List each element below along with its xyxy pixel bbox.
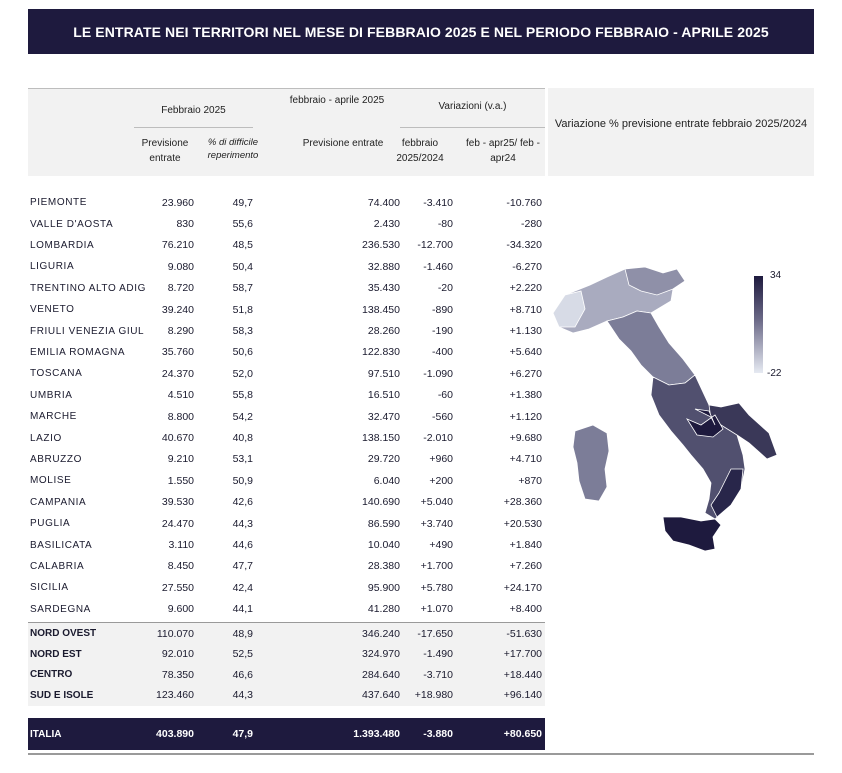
- cell-per: 95.900: [367, 581, 400, 594]
- cell-prev: 110.070: [156, 627, 194, 640]
- cell-per: 324.970: [362, 648, 400, 661]
- cell-diff: 44,3: [232, 517, 253, 530]
- area-row: [28, 664, 545, 685]
- cell-name: SUD E ISOLE: [30, 689, 94, 701]
- cell-diff: 50,4: [232, 260, 253, 273]
- map-legend-max: 34: [770, 270, 782, 281]
- header-col-var-period: feb - apr25/ feb - apr24: [466, 138, 540, 164]
- cell-diff: 50,6: [232, 346, 253, 359]
- cell-vf: -1.090: [423, 367, 453, 380]
- table-row: [28, 299, 545, 320]
- cell-vf: +1.070: [420, 603, 453, 616]
- cell-prev: 76.210: [161, 239, 194, 252]
- total-row: [28, 718, 545, 750]
- cell-va: -10.760: [506, 196, 542, 209]
- cell-prev: 4.510: [167, 389, 194, 402]
- table-row: [28, 427, 545, 448]
- cell-diff: 55,8: [232, 389, 253, 402]
- table-row: [28, 363, 545, 384]
- cell-va: +5.640: [509, 346, 542, 359]
- header-col-prev: Previsione entrate: [141, 138, 189, 164]
- cell-per: 437.640: [362, 689, 400, 702]
- cell-diff: 44,1: [232, 603, 253, 616]
- cell-prev: 8.290: [167, 325, 194, 338]
- map-title: Variazione % previsione entrate febbraio 2025/2024: [554, 118, 808, 130]
- cell-prev: 92.010: [161, 648, 194, 661]
- cell-va: +1.380: [509, 389, 542, 402]
- cell-per: 86.590: [367, 517, 400, 530]
- cell-diff: 53,1: [232, 453, 253, 466]
- cell-vf: -20: [437, 282, 453, 295]
- cell-va: +80.650: [503, 728, 542, 740]
- cell-va: -34.320: [506, 239, 542, 252]
- cell-diff: 47,7: [232, 560, 253, 573]
- cell-name: CALABRIA: [30, 560, 85, 572]
- cell-name: TRENTINO ALTO ADIG: [30, 282, 147, 294]
- cell-va: +8.400: [509, 603, 542, 616]
- cell-diff: 40,8: [232, 432, 253, 445]
- cell-va: +28.360: [503, 496, 542, 509]
- entries-table: [28, 88, 545, 740]
- cell-name: FRIULI VENEZIA GIUL: [30, 325, 145, 337]
- cell-diff: 46,6: [232, 668, 253, 681]
- cell-per: 1.393.480: [353, 728, 400, 740]
- cell-va: +20.530: [503, 517, 542, 530]
- cell-prev: 123.460: [156, 689, 194, 702]
- cell-prev: 3.110: [168, 539, 194, 552]
- cell-per: 284.640: [362, 668, 400, 681]
- header-col-diff: % di difficile reperimento: [207, 137, 259, 161]
- cell-per: 138.150: [362, 432, 400, 445]
- cell-prev: 40.670: [161, 432, 194, 445]
- cell-vf: -12.700: [417, 239, 453, 252]
- cell-vf: -560: [431, 410, 453, 423]
- header-group-feb: Febbraio 2025: [161, 105, 226, 116]
- cell-diff: 48,5: [232, 239, 253, 252]
- area-row: [28, 685, 545, 706]
- cell-per: 236.530: [362, 239, 400, 252]
- table-row: [28, 385, 545, 406]
- cell-per: 41.280: [367, 603, 400, 616]
- header-group-period: febbraio - aprile 2025: [289, 95, 385, 106]
- cell-prev: 23.960: [161, 196, 194, 209]
- cell-va: +96.140: [503, 689, 542, 702]
- cell-va: +24.170: [503, 581, 542, 594]
- cell-diff: 58,3: [232, 325, 253, 338]
- cell-name: TOSCANA: [30, 368, 83, 380]
- cell-va: +8.710: [509, 303, 542, 316]
- table-row: [28, 599, 545, 620]
- cell-per: 16.510: [367, 389, 400, 402]
- table-header: [28, 88, 545, 176]
- cell-per: 122.830: [362, 346, 400, 359]
- cell-prev: 78.350: [161, 668, 194, 681]
- cell-vf: +200: [429, 474, 453, 487]
- cell-prev: 8.450: [167, 560, 194, 573]
- table-row: [28, 577, 545, 598]
- cell-va: +870: [518, 474, 542, 487]
- cell-name: CAMPANIA: [30, 496, 87, 508]
- cell-per: 74.400: [367, 196, 400, 209]
- cell-vf: +5.040: [420, 496, 453, 509]
- map-legend-scale: [754, 276, 763, 373]
- cell-per: 32.470: [367, 410, 400, 423]
- cell-vf: +960: [429, 453, 453, 466]
- cell-prev: 9.600: [167, 603, 194, 616]
- table-row: [28, 320, 545, 341]
- cell-diff: 48,9: [232, 627, 253, 640]
- cell-va: +4.710: [509, 453, 542, 466]
- table-row: [28, 492, 545, 513]
- cell-prev: 9.210: [167, 453, 194, 466]
- cell-prev: 27.550: [161, 581, 194, 594]
- map-region-centre: [607, 311, 695, 385]
- cell-per: 2.430: [373, 218, 400, 231]
- cell-prev: 1.550: [167, 474, 194, 487]
- cell-name: ITALIA: [30, 728, 62, 740]
- cell-name: UMBRIA: [30, 389, 73, 401]
- table-row: [28, 406, 545, 427]
- table-row: [28, 342, 545, 363]
- table-row: [28, 449, 545, 470]
- map-region-sicily: [663, 517, 721, 551]
- table-row: [28, 213, 545, 234]
- cell-va: +1.840: [509, 539, 542, 552]
- cell-prev: 9.080: [167, 260, 194, 273]
- cell-vf: -1.460: [423, 260, 453, 273]
- cell-name: NORD OVEST: [30, 628, 97, 640]
- cell-diff: 52,5: [232, 648, 253, 661]
- cell-prev: 8.720: [167, 282, 194, 295]
- cell-per: 138.450: [362, 303, 400, 316]
- table-row: [28, 534, 545, 555]
- cell-vf: -80: [437, 218, 453, 231]
- cell-per: 140.690: [362, 496, 400, 509]
- cell-va: -51.630: [506, 627, 542, 640]
- cell-va: +1.120: [509, 410, 542, 423]
- cell-prev: 24.470: [161, 517, 194, 530]
- table-row: [28, 278, 545, 299]
- cell-per: 346.240: [362, 627, 400, 640]
- cell-va: +1.130: [509, 325, 542, 338]
- cell-prev: 403.890: [156, 728, 194, 740]
- cell-name: PUGLIA: [30, 518, 71, 530]
- cell-vf: -60: [437, 389, 453, 402]
- cell-vf: -2.010: [423, 432, 453, 445]
- cell-vf: -3.710: [423, 668, 453, 681]
- header-col-var-feb: febbraio 2025/2024: [396, 138, 444, 164]
- cell-diff: 51,8: [232, 303, 253, 316]
- cell-vf: -890: [431, 303, 453, 316]
- cell-va: +7.260: [509, 560, 542, 573]
- cell-diff: 52,0: [232, 367, 253, 380]
- cell-diff: 55,6: [232, 218, 253, 231]
- cell-prev: 39.530: [161, 496, 194, 509]
- report-title: LE ENTRATE NEI TERRITORI NEL MESE DI FEBBRAIO 2025 E NEL PERIODO FEBBRAIO - APRILE 2025: [28, 9, 814, 54]
- cell-vf: -17.650: [417, 627, 453, 640]
- cell-name: CENTRO: [30, 669, 73, 681]
- cell-per: 35.430: [367, 282, 400, 295]
- cell-va: +17.700: [503, 648, 542, 661]
- cell-per: 32.880: [367, 260, 400, 273]
- cell-diff: 54,2: [232, 410, 253, 423]
- cell-diff: 49,7: [232, 196, 253, 209]
- cell-per: 10.040: [367, 539, 400, 552]
- cell-name: SARDEGNA: [30, 603, 91, 615]
- italy-choropleth-map: [545, 255, 755, 555]
- map-region-sardinia: [573, 425, 609, 501]
- cell-prev: 24.370: [161, 367, 194, 380]
- table-row: [28, 556, 545, 577]
- cell-prev: 8.800: [167, 410, 194, 423]
- cell-name: EMILIA ROMAGNA: [30, 346, 126, 358]
- cell-vf: -1.490: [423, 648, 453, 661]
- cell-per: 28.380: [367, 560, 400, 573]
- cell-name: LOMBARDIA: [30, 239, 95, 251]
- cell-diff: 44,6: [232, 539, 253, 552]
- cell-name: ABRUZZO: [30, 453, 82, 465]
- cell-diff: 42,4: [232, 581, 253, 594]
- cell-per: 6.040: [373, 474, 400, 487]
- table-row: [28, 256, 545, 277]
- cell-diff: 42,6: [232, 496, 253, 509]
- header-group-var: Variazioni (v.a.): [438, 101, 507, 112]
- cell-va: +6.270: [509, 367, 542, 380]
- cell-prev: 830: [176, 218, 194, 231]
- cell-name: NORD EST: [30, 648, 82, 660]
- table-row: [28, 235, 545, 256]
- area-row: [28, 644, 545, 665]
- cell-va: -6.270: [512, 260, 542, 273]
- cell-name: MARCHE: [30, 411, 77, 423]
- cell-vf: -400: [431, 346, 453, 359]
- table-row: [28, 470, 545, 491]
- cell-name: VALLE D'AOSTA: [30, 218, 114, 230]
- cell-name: LIGURIA: [30, 261, 75, 273]
- cell-per: 28.260: [367, 325, 400, 338]
- cell-name: PIEMONTE: [30, 197, 88, 209]
- cell-va: -280: [520, 218, 542, 231]
- cell-name: BASILICATA: [30, 539, 93, 551]
- cell-diff: 47,9: [232, 728, 253, 740]
- cell-per: 29.720: [367, 453, 400, 466]
- table-row: [28, 513, 545, 534]
- cell-vf: -3.410: [423, 196, 453, 209]
- table-row: [28, 192, 545, 213]
- cell-va: +9.680: [509, 432, 542, 445]
- cell-va: +2.220: [509, 282, 542, 295]
- cell-per: 97.510: [367, 367, 400, 380]
- cell-prev: 35.760: [161, 346, 194, 359]
- cell-vf: +3.740: [420, 517, 453, 530]
- map-legend-min: -22: [767, 368, 782, 379]
- cell-diff: 44,3: [232, 689, 253, 702]
- cell-name: SICILIA: [30, 582, 69, 594]
- cell-vf: +5.780: [420, 581, 453, 594]
- cell-vf: +1.700: [420, 560, 453, 573]
- map-header: [548, 88, 814, 176]
- cell-vf: -3.880: [423, 728, 453, 740]
- cell-diff: 50,9: [232, 474, 253, 487]
- bottom-rule: [28, 753, 814, 755]
- cell-prev: 39.240: [161, 303, 194, 316]
- header-col-period-prev: Previsione entrate: [302, 138, 384, 149]
- cell-name: MOLISE: [30, 475, 72, 487]
- cell-name: VENETO: [30, 304, 75, 316]
- area-row: [28, 623, 545, 644]
- cell-vf: +18.980: [414, 689, 453, 702]
- cell-name: LAZIO: [30, 432, 62, 444]
- cell-vf: +490: [429, 539, 453, 552]
- cell-vf: -190: [431, 325, 453, 338]
- cell-diff: 58,7: [232, 282, 253, 295]
- cell-va: +18.440: [503, 668, 542, 681]
